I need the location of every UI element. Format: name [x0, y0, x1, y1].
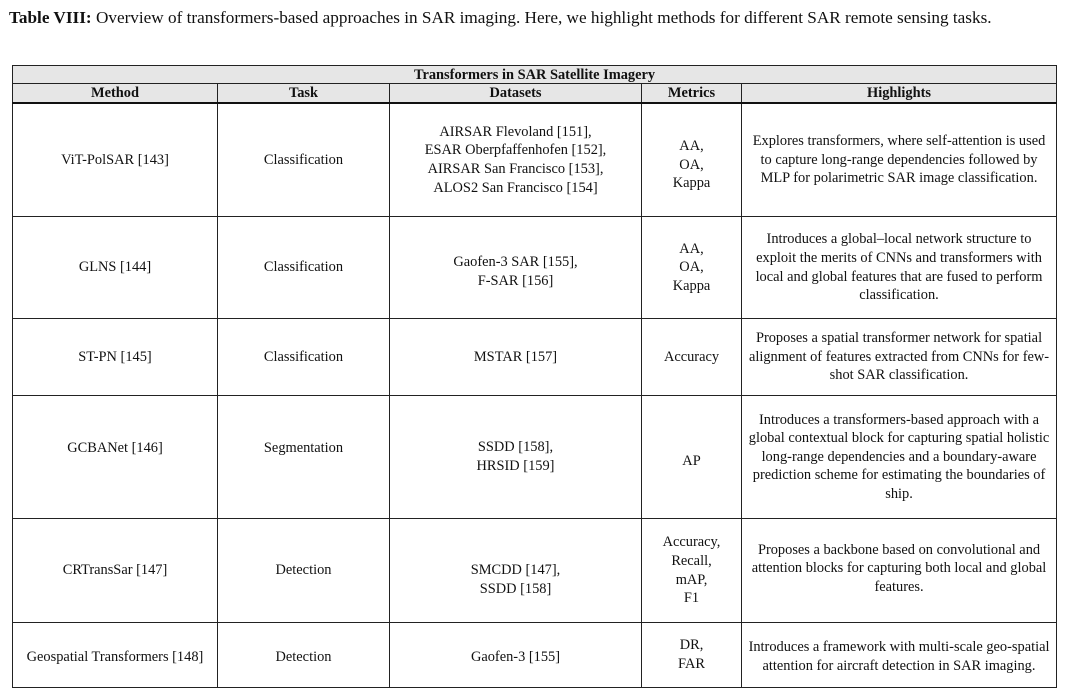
metrics-cell — [642, 103, 742, 217]
header-datasets: Datasets — [390, 84, 642, 104]
dataset-line: ESAR Oberpfaffenhofen [152], — [424, 142, 607, 159]
method-cell: ViT-PolSAR [143] — [13, 103, 218, 217]
metric-line: FAR — [678, 656, 705, 672]
header-method: Method — [13, 84, 218, 104]
method-cell: CRTransSar [147] — [13, 519, 218, 623]
dataset-line: SSDD [158] — [479, 580, 552, 597]
metric-line: AA, — [679, 240, 704, 257]
header-task: Task — [218, 84, 390, 104]
metric-line: OA, — [679, 259, 704, 276]
header-highlights: Highlights — [742, 84, 1057, 104]
metric-line: AA, — [679, 138, 704, 155]
metric-line: mAP, — [675, 571, 708, 588]
caption-label: Table VIII: — [9, 8, 92, 27]
datasets-cell — [390, 319, 642, 396]
dataset-line: HRSID [159] — [476, 458, 555, 474]
sar-transformers-table — [12, 65, 1057, 688]
metrics-cell — [642, 623, 742, 688]
method-cell: GCBANet [146] — [13, 396, 218, 519]
task-cell: Classification — [218, 319, 390, 396]
highlights-cell: Proposes a backbone based on convolutional and attention blocks for capturing both local and global features. — [742, 519, 1057, 623]
task-cell: Classification — [218, 217, 390, 319]
table-row — [13, 217, 1057, 319]
metric-line: Accuracy, — [662, 534, 721, 551]
metric-line: DR, — [679, 637, 704, 654]
datasets-cell — [390, 519, 642, 623]
table-row — [13, 319, 1057, 396]
datasets-cell — [390, 103, 642, 217]
dataset-line: Gaofen-3 SAR [155], — [453, 253, 578, 270]
method-cell: Geospatial Transformers [148] — [13, 623, 218, 688]
dataset-line: AIRSAR Flevoland [151], — [439, 123, 592, 140]
task-cell: Classification — [218, 103, 390, 217]
metrics-cell — [642, 319, 742, 396]
dataset-line: SMCDD [147], — [470, 561, 561, 578]
metric-line: OA, — [679, 156, 704, 173]
dataset-line: F-SAR [156] — [477, 272, 554, 289]
method-cell: GLNS [144] — [13, 217, 218, 319]
table-row — [13, 396, 1057, 519]
table-row — [13, 623, 1057, 688]
dataset-line: ALOS2 San Francisco [154] — [433, 179, 598, 196]
dataset-line: Gaofen-3 [155] — [470, 648, 561, 665]
metrics-cell — [642, 217, 742, 319]
table-row — [13, 519, 1057, 623]
highlights-cell: Introduces a framework with multi-scale geo-spatial attention for aircraft detection in SAR imaging. — [742, 623, 1057, 688]
metrics-cell — [642, 396, 742, 519]
highlights-cell: Explores transformers, where self-attention is used to capture long-range dependencies followed by MLP for polarimetric SAR image classification. — [742, 103, 1057, 217]
datasets-cell — [390, 396, 642, 519]
task-cell: Segmentation — [218, 396, 390, 519]
task-cell: Detection — [218, 623, 390, 688]
highlights-cell: Introduces a global–local network structure to exploit the merits of CNNs and transformers with local and global features that are fused to perform classification. — [742, 217, 1057, 319]
metric-line: Recall, — [671, 552, 712, 569]
dataset-line: SSDD [158], — [477, 439, 554, 456]
metric-line: Kappa — [672, 277, 711, 294]
header-metrics: Metrics — [642, 84, 742, 104]
dataset-line: AIRSAR San Francisco [153], — [427, 161, 604, 177]
table-caption — [9, 7, 1061, 28]
datasets-cell — [390, 217, 642, 319]
table-title: Transformers in SAR Satellite Imagery — [13, 66, 1057, 84]
table-row — [13, 103, 1057, 217]
highlights-cell: Introduces a transformers-based approach with a global contextual block for capturing spatial holistic long-range dependencies and a boundary-aware prediction scheme for estimating the boundaries of ship. — [742, 396, 1057, 519]
metric-line: F1 — [683, 590, 700, 607]
metric-line: AP — [682, 453, 701, 470]
dataset-line: MSTAR [157] — [473, 348, 558, 365]
datasets-cell — [390, 623, 642, 688]
highlights-cell: Proposes a spatial transformer network for spatial alignment of features extracted from CNNs for few-shot SAR classification. — [742, 319, 1057, 396]
caption-text: Overview of transformers-based approaches in SAR imaging. Here, we highlight methods for different SAR remote sensing tasks. — [95, 8, 992, 27]
method-cell: ST-PN [145] — [13, 319, 218, 396]
task-cell: Detection — [218, 519, 390, 623]
metric-line: Kappa — [672, 175, 711, 192]
metrics-cell — [642, 519, 742, 623]
metric-line: Accuracy — [663, 348, 720, 365]
